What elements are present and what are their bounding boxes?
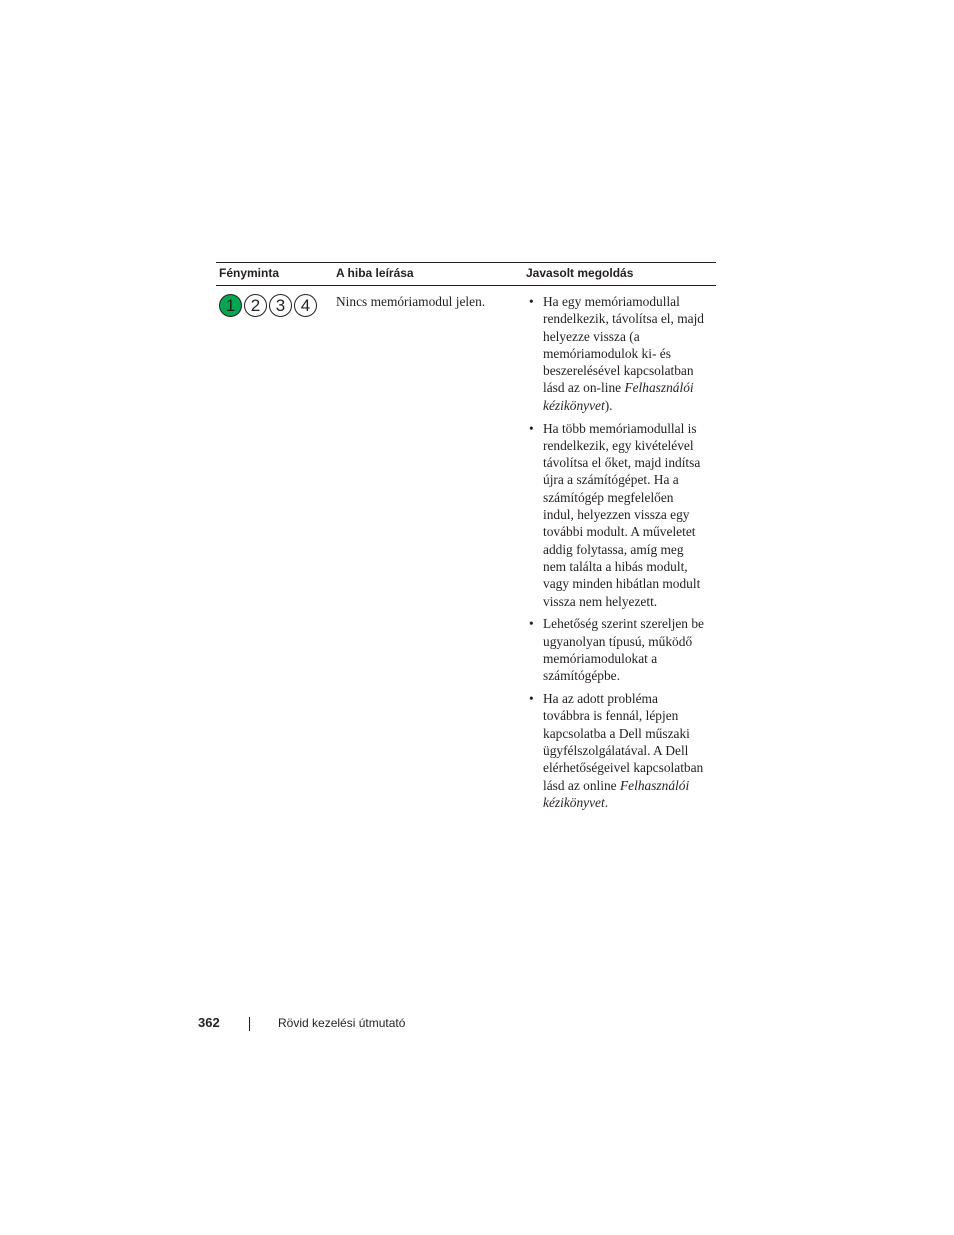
table-row <box>216 286 716 816</box>
list-item <box>526 690 718 811</box>
list-item-line: lásd az on-line Felhasználói <box>543 380 694 396</box>
list-item-line: rendelkezik, távolítsa el, majd <box>543 311 705 327</box>
list-item-line: vissza nem helyezett. <box>543 593 658 609</box>
suggested-resolution-list <box>526 293 718 817</box>
list-item-line: Ha az adott probléma <box>543 691 658 707</box>
list-item-line: addig folytassa, amíg meg <box>543 541 684 557</box>
list-item-line: memóriamodulokat a <box>543 650 658 666</box>
list-item-line: továbbra is fennál, lépjen <box>543 708 679 724</box>
list-item-line: elérhetőségeivel kapcsolatban <box>543 760 704 776</box>
list-item-line: vagy minden hibátlan modult <box>543 576 701 592</box>
list-item-line: helyezze vissza (a <box>543 328 640 344</box>
list-item-line: lásd az online Felhasználói <box>543 777 690 793</box>
header-light-pattern: Fényminta <box>219 266 280 280</box>
footer-separator <box>249 1017 250 1031</box>
diagnostic-light-4-icon: 4 <box>294 294 317 317</box>
list-item-line: rendelkezik, egy kivételével <box>543 437 694 453</box>
table-header-row <box>216 262 716 286</box>
list-item-line: távolítsa el őket, majd indítsa <box>543 455 701 471</box>
bullet-icon: • <box>529 616 534 632</box>
bullet-icon: • <box>529 420 534 436</box>
list-item-line: indul, helyezzen vissza egy <box>543 507 690 523</box>
diagnostic-light-1-icon: 1 <box>219 294 242 317</box>
diagnostic-lights-table <box>216 262 716 816</box>
list-item-line: kézikönyvet). <box>543 397 613 413</box>
list-item-line: Ha több memóriamodullal is <box>543 420 697 436</box>
list-item-line: kapcsolatba a Dell műszaki <box>543 725 690 741</box>
list-item <box>526 615 718 684</box>
problem-description: Nincs memóriamodul jelen. <box>336 294 486 309</box>
list-item-line: memóriamodulok ki- és <box>543 345 671 361</box>
list-item-line: kézikönyvet. <box>543 794 609 810</box>
list-item-line: nem találta a hibás modult, <box>543 558 688 574</box>
list-item-line: további modult. A műveletet <box>543 524 696 540</box>
list-item <box>526 420 718 610</box>
list-item-line: újra a számítógépet. Ha a <box>543 472 679 488</box>
diagnostic-light-2-icon: 2 <box>244 294 267 317</box>
footer-title: Rövid kezelési útmutató <box>278 1016 406 1030</box>
list-item-line: Ha egy memóriamodullal <box>543 294 680 309</box>
list-item-line: számítógép megfelelően <box>543 489 674 505</box>
diagnostic-light-3-icon: 3 <box>269 294 292 317</box>
diagnostic-light-pattern <box>219 294 317 317</box>
header-problem-description: A hiba leírása <box>336 266 414 280</box>
list-item-line: beszerelésével kapcsolatban <box>543 363 694 379</box>
list-item-line: számítógépbe. <box>543 668 620 684</box>
list-item-line: Lehetőség szerint szereljen be <box>543 616 704 632</box>
list-item <box>526 293 718 414</box>
header-suggested-resolution: Javasolt megoldás <box>526 266 634 280</box>
list-item-line: ügyfélszolgálatával. A Dell <box>543 742 689 758</box>
bullet-icon: • <box>529 294 534 309</box>
page-number: 362 <box>198 1015 220 1030</box>
bullet-icon: • <box>529 691 534 707</box>
list-item-line: ugyanolyan típusú, működő <box>543 633 693 649</box>
